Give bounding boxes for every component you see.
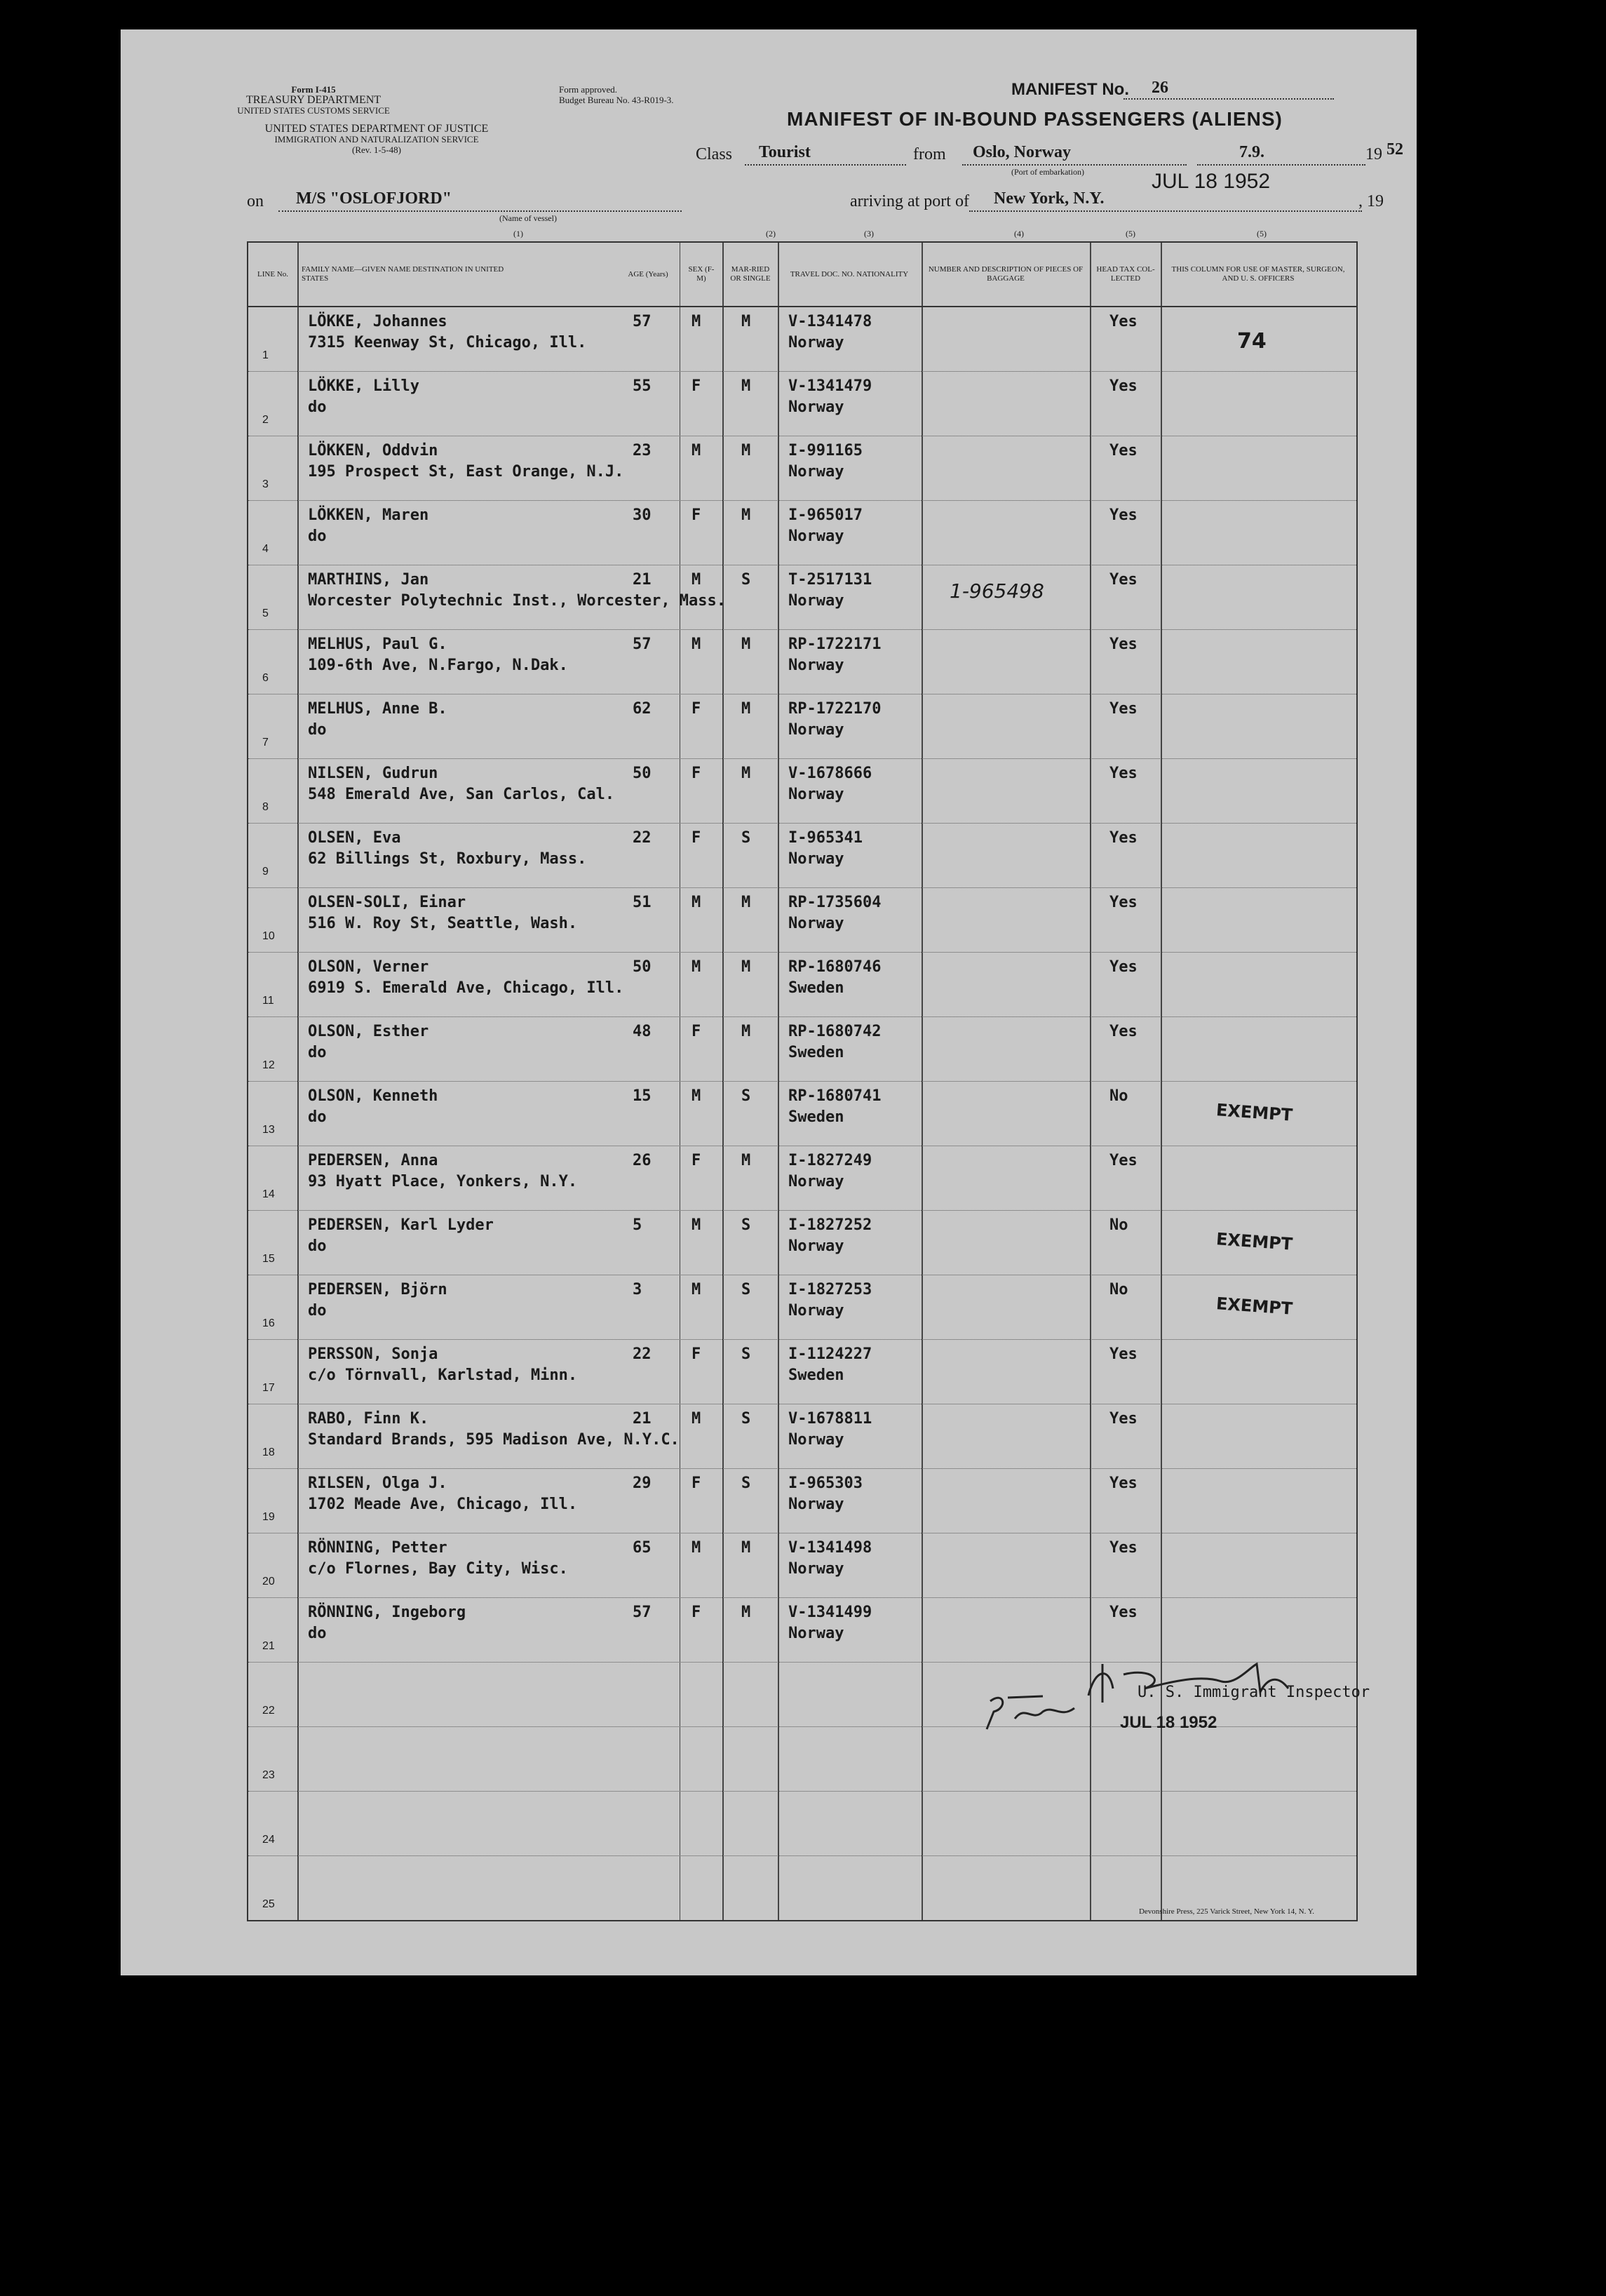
head-tax: No <box>1109 1281 1128 1298</box>
passenger-destination: do <box>308 1302 327 1320</box>
passenger-sex: M <box>691 958 701 976</box>
head-tax: Yes <box>1109 1539 1138 1557</box>
passenger-destination: 7315 Keenway St, Chicago, Ill. <box>308 334 587 351</box>
passenger-name: PEDERSEN, Karl Lyder <box>308 1216 494 1234</box>
year-prefix: 19 <box>1365 145 1382 163</box>
form-number: Form I-415 <box>291 84 336 95</box>
line-number: 16 <box>262 1317 275 1329</box>
line-number: 1 <box>262 349 269 361</box>
passenger-sex: M <box>691 1087 701 1105</box>
table-row <box>248 436 1356 502</box>
table-row <box>248 694 1356 760</box>
passenger-sex: F <box>691 1475 701 1492</box>
manifest-no-label: MANIFEST No. <box>1011 80 1129 99</box>
passenger-sex: M <box>691 1539 701 1557</box>
passenger-sex: F <box>691 1023 701 1040</box>
marital-status: S <box>741 571 751 589</box>
treasury-dept: TREASURY DEPARTMENT <box>245 94 382 106</box>
travel-doc-number: I-965017 <box>788 506 863 524</box>
head-tax: Yes <box>1109 700 1138 718</box>
passenger-name: PERSSON, Sonja <box>308 1345 438 1363</box>
passenger-age: 57 <box>633 313 652 330</box>
nationality: Norway <box>788 850 844 868</box>
form-approved: Form approved. <box>559 84 618 95</box>
head-tax: Yes <box>1109 1152 1138 1169</box>
class-line <box>745 164 906 166</box>
nationality: Sweden <box>788 1108 844 1126</box>
date-line <box>1197 164 1365 166</box>
marital-status: M <box>741 636 751 653</box>
line-number: 6 <box>262 672 269 684</box>
passenger-name: LÖKKE, Lilly <box>308 377 419 395</box>
nationality: Norway <box>788 1496 844 1513</box>
travel-doc-number: I-965303 <box>788 1475 863 1492</box>
passenger-sex: M <box>691 894 701 911</box>
header-baggage: NUMBER AND DESCRIPTION OF PIECES OF BAGGAGE <box>928 265 1084 283</box>
header-sex: SEX (F-M) <box>688 265 715 283</box>
travel-doc-number: I-991165 <box>788 442 863 459</box>
passenger-destination: do <box>308 1044 327 1061</box>
travel-doc-number: I-1827253 <box>788 1281 872 1298</box>
date-value: 7.9. <box>1239 143 1264 161</box>
head-tax: Yes <box>1109 506 1138 524</box>
passenger-sex: M <box>691 636 701 653</box>
passenger-age: 57 <box>633 1604 652 1621</box>
class-value: Tourist <box>759 143 811 161</box>
nationality: Norway <box>788 786 844 803</box>
passenger-destination: do <box>308 1108 327 1126</box>
passenger-name: RÖNNING, Petter <box>308 1539 447 1557</box>
passenger-name: LÖKKEN, Maren <box>308 506 429 524</box>
nationality: Norway <box>788 915 844 932</box>
arrival-date-stamp: JUL 18 1952 <box>1152 170 1271 193</box>
marital-status: M <box>741 958 751 976</box>
passenger-age: 48 <box>633 1023 652 1040</box>
table-row <box>248 1404 1356 1470</box>
header-officers: THIS COLUMN FOR USE OF MASTER, SURGEON, AND U. S. OFFICERS <box>1171 265 1345 283</box>
passenger-sex: M <box>691 1410 701 1428</box>
nationality: Norway <box>788 721 844 739</box>
class-label: Class <box>696 145 733 163</box>
passenger-destination: 109-6th Ave, N.Fargo, N.Dak. <box>308 657 568 674</box>
printer-footer: Devonshire Press, 225 Varick Street, New York 14, N. Y. <box>1138 1907 1314 1916</box>
marital-status: M <box>741 442 751 459</box>
passenger-destination: 1702 Meade Ave, Chicago, Ill. <box>308 1496 578 1513</box>
head-tax: Yes <box>1109 1023 1138 1040</box>
passenger-age: 29 <box>633 1475 652 1492</box>
passenger-name: MARTHINS, Jan <box>308 571 429 589</box>
passenger-destination: 62 Billings St, Roxbury, Mass. <box>308 850 587 868</box>
passenger-sex: F <box>691 1604 701 1621</box>
table-row <box>248 1792 1356 1857</box>
header-travel-doc: TRAVEL DOC. NO. NATIONALITY <box>790 269 909 278</box>
passenger-destination: 548 Emerald Ave, San Carlos, Cal. <box>308 786 615 803</box>
passenger-destination: do <box>308 721 327 739</box>
header-head-tax: HEAD TAX COL-LECTED <box>1096 265 1155 283</box>
head-tax: Yes <box>1109 1345 1138 1363</box>
head-tax: No <box>1109 1087 1128 1105</box>
travel-doc-number: V-1341479 <box>788 377 872 395</box>
marital-status: M <box>741 377 751 395</box>
col-num-5: (5) <box>1126 229 1135 239</box>
passenger-age: 21 <box>633 1410 652 1428</box>
travel-doc-number: RP-1680742 <box>788 1023 882 1040</box>
passenger-name: RABO, Finn K. <box>308 1410 429 1428</box>
table-row <box>248 888 1356 953</box>
passenger-sex: M <box>691 571 701 589</box>
passenger-age: 21 <box>633 571 652 589</box>
manifest-page <box>121 29 1417 1975</box>
table-row <box>248 1598 1356 1663</box>
passenger-destination: c/o Törnvall, Karlstad, Minn. <box>308 1367 578 1384</box>
line-number: 10 <box>262 930 275 942</box>
passenger-age: 23 <box>633 442 652 459</box>
arriving-label: arriving at port of <box>850 192 969 210</box>
nationality: Sweden <box>788 979 844 997</box>
rev-line: (Rev. 1-5-48) <box>352 145 401 155</box>
passenger-name: OLSEN, Eva <box>308 829 401 847</box>
line-number: 19 <box>262 1511 275 1523</box>
officer-note: EXEMPT <box>1215 1294 1293 1319</box>
travel-doc-number: I-965341 <box>788 829 863 847</box>
marital-status: M <box>741 765 751 782</box>
doj-block <box>240 123 513 155</box>
table-row <box>248 1340 1356 1405</box>
passenger-sex: M <box>691 1216 701 1234</box>
nationality: Norway <box>788 528 844 545</box>
nationality: Norway <box>788 592 844 610</box>
passenger-name: LÖKKE, Johannes <box>308 313 447 330</box>
marital-status: S <box>741 1216 751 1234</box>
passenger-age: 50 <box>633 765 652 782</box>
doj-line: UNITED STATES DEPARTMENT OF JUSTICE <box>264 123 489 135</box>
passenger-name: NILSEN, Gudrun <box>308 765 438 782</box>
line-number: 17 <box>262 1382 275 1394</box>
passenger-age: 65 <box>633 1539 652 1557</box>
manifest-title: MANIFEST OF IN-BOUND PASSENGERS (ALIENS) <box>787 108 1283 130</box>
travel-doc-number: RP-1735604 <box>788 894 882 911</box>
line-number: 13 <box>262 1124 275 1136</box>
passenger-destination: do <box>308 1625 327 1642</box>
on-label: on <box>247 192 264 210</box>
form-agency-block <box>212 84 415 116</box>
travel-doc-number: RP-1680746 <box>788 958 882 976</box>
passenger-name: PEDERSEN, Björn <box>308 1281 447 1298</box>
passenger-age: 50 <box>633 958 652 976</box>
table-row <box>248 501 1356 566</box>
travel-doc-number: V-1678666 <box>788 765 872 782</box>
passenger-name: OLSON, Kenneth <box>308 1087 438 1105</box>
passenger-destination: Worcester Polytechnic Inst., Worcester, Mass. <box>308 592 727 610</box>
col-num-4: (4) <box>1014 229 1024 239</box>
passenger-name: RÖNNING, Ingeborg <box>308 1604 466 1621</box>
passenger-destination: 195 Prospect St, East Orange, N.J. <box>308 463 624 481</box>
table-row <box>248 1146 1356 1211</box>
travel-doc-number: I-1124227 <box>788 1345 872 1363</box>
passenger-sex: F <box>691 377 701 395</box>
table-row <box>248 630 1356 695</box>
head-tax: Yes <box>1109 636 1138 653</box>
line-number: 24 <box>262 1834 275 1846</box>
head-tax: Yes <box>1109 958 1138 976</box>
passenger-age: 22 <box>633 829 652 847</box>
passenger-name: OLSEN-SOLI, Einar <box>308 894 466 911</box>
passenger-sex: F <box>691 765 701 782</box>
table-row <box>248 1275 1356 1341</box>
passenger-destination: 6919 S. Emerald Ave, Chicago, Ill. <box>308 979 624 997</box>
vessel-caption: (Name of vessel) <box>499 213 557 223</box>
travel-doc-number: V-1678811 <box>788 1410 872 1428</box>
marital-status: S <box>741 1281 751 1298</box>
travel-doc-number: RP-1722170 <box>788 700 882 718</box>
passenger-age: 15 <box>633 1087 652 1105</box>
head-tax: Yes <box>1109 377 1138 395</box>
passenger-name: OLSON, Verner <box>308 958 429 976</box>
travel-doc-number: V-1341499 <box>788 1604 872 1621</box>
marital-status: M <box>741 506 751 524</box>
passenger-name: RILSEN, Olga J. <box>308 1475 447 1492</box>
table-row <box>248 824 1356 889</box>
passenger-age: 3 <box>633 1281 642 1298</box>
head-tax: Yes <box>1109 1475 1138 1492</box>
head-tax: Yes <box>1109 894 1138 911</box>
travel-doc-number: I-1827249 <box>788 1152 872 1169</box>
head-tax: Yes <box>1109 1604 1138 1621</box>
travel-doc-number: T-2517131 <box>788 571 872 589</box>
col-num-5b: (5) <box>1257 229 1267 239</box>
table-row <box>248 1017 1356 1082</box>
travel-doc-number: V-1341498 <box>788 1539 872 1557</box>
line-number: 21 <box>262 1640 275 1652</box>
nationality: Sweden <box>788 1044 844 1061</box>
passenger-age: 5 <box>633 1216 642 1234</box>
line-number: 3 <box>262 478 269 490</box>
nationality: Norway <box>788 657 844 674</box>
marital-status: M <box>741 894 751 911</box>
ins-line: IMMIGRATION AND NATURALIZATION SERVICE <box>274 134 479 145</box>
passenger-sex: M <box>691 1281 701 1298</box>
passenger-name: LÖKKEN, Oddvin <box>308 442 438 459</box>
header-line-no: LINE No. <box>257 269 288 278</box>
passenger-age: 26 <box>633 1152 652 1169</box>
header-married: MAR-RIED OR SINGLE <box>730 265 771 283</box>
header-age: AGE (Years) <box>628 269 668 278</box>
vessel-value: M/S "OSLOFJORD" <box>296 189 452 208</box>
table-row <box>248 759 1356 824</box>
table-row <box>248 372 1356 437</box>
line-number: 14 <box>262 1188 275 1200</box>
manifest-no-line <box>1123 98 1334 100</box>
line-number: 15 <box>262 1253 275 1265</box>
passenger-destination: do <box>308 528 327 545</box>
from-line <box>962 164 1187 166</box>
head-tax: No <box>1109 1216 1128 1234</box>
travel-doc-number: V-1341478 <box>788 313 872 330</box>
marital-status: M <box>741 1539 751 1557</box>
nationality: Norway <box>788 1560 844 1578</box>
table-row <box>248 1533 1356 1599</box>
marital-status: S <box>741 1345 751 1363</box>
manifest-no-value: 26 <box>1152 79 1168 97</box>
marital-status: M <box>741 1152 751 1169</box>
marital-status: S <box>741 829 751 847</box>
passenger-age: 22 <box>633 1345 652 1363</box>
head-tax: Yes <box>1109 442 1138 459</box>
line-number: 22 <box>262 1705 275 1717</box>
marital-status: M <box>741 1023 751 1040</box>
table-row <box>248 565 1356 631</box>
passenger-sex: M <box>691 313 701 330</box>
nationality: Sweden <box>788 1367 844 1384</box>
table-row <box>248 953 1356 1018</box>
nationality: Norway <box>788 1173 844 1190</box>
marital-status: S <box>741 1087 751 1105</box>
passenger-destination: 516 W. Roy St, Seattle, Wash. <box>308 915 578 932</box>
passenger-age: 30 <box>633 506 652 524</box>
passenger-name: OLSON, Esther <box>308 1023 429 1040</box>
line-number: 20 <box>262 1576 275 1587</box>
officer-note: 74 <box>1237 329 1267 354</box>
marital-status: M <box>741 1604 751 1621</box>
passenger-destination: Standard Brands, 595 Madison Ave, N.Y.C. <box>308 1431 680 1449</box>
passenger-sex: F <box>691 506 701 524</box>
officer-note: EXEMPT <box>1215 1229 1293 1254</box>
head-tax: Yes <box>1109 313 1138 330</box>
table-row <box>248 1727 1356 1792</box>
head-tax: Yes <box>1109 571 1138 589</box>
line-number: 25 <box>262 1898 275 1910</box>
nationality: Norway <box>788 1237 844 1255</box>
inspector-date-stamp: JUL 18 1952 <box>1120 1713 1217 1732</box>
year2-prefix: , 19 <box>1358 192 1384 210</box>
table-row <box>248 307 1356 372</box>
customs-service: UNITED STATES CUSTOMS SERVICE <box>237 105 390 116</box>
inspector-initials <box>976 1691 1116 1733</box>
line-number: 4 <box>262 543 269 555</box>
port-caption: (Port of embarkation) <box>1011 167 1084 177</box>
marital-status: S <box>741 1475 751 1492</box>
passenger-sex: F <box>691 1152 701 1169</box>
passenger-name: PEDERSEN, Anna <box>308 1152 438 1169</box>
officer-note: EXEMPT <box>1215 1100 1293 1125</box>
nationality: Norway <box>788 398 844 416</box>
year-value: 52 <box>1386 140 1403 159</box>
passenger-age: 55 <box>633 377 652 395</box>
nationality: Norway <box>788 463 844 481</box>
col-num-3: (3) <box>864 229 874 239</box>
passenger-age: 51 <box>633 894 652 911</box>
from-label: from <box>913 145 946 163</box>
arriving-line <box>969 210 1362 212</box>
arriving-value: New York, N.Y. <box>994 189 1105 208</box>
passenger-age: 62 <box>633 700 652 718</box>
nationality: Norway <box>788 1302 844 1320</box>
passenger-destination: do <box>308 1237 327 1255</box>
marital-status: M <box>741 313 751 330</box>
travel-doc-number: I-1827252 <box>788 1216 872 1234</box>
passenger-sex: F <box>691 829 701 847</box>
officer-note: 1-965498 <box>950 579 1044 603</box>
passenger-age: 57 <box>633 636 652 653</box>
marital-status: M <box>741 700 751 718</box>
table-row <box>248 1469 1356 1534</box>
passenger-sex: F <box>691 1345 701 1363</box>
nationality: Norway <box>788 1625 844 1642</box>
passenger-sex: F <box>691 700 701 718</box>
line-number: 11 <box>262 995 274 1007</box>
passenger-destination: do <box>308 398 327 416</box>
nationality: Norway <box>788 334 844 351</box>
travel-doc-number: RP-1680741 <box>788 1087 882 1105</box>
line-number: 8 <box>262 801 269 813</box>
table-row <box>248 1211 1356 1276</box>
passenger-destination: c/o Flornes, Bay City, Wisc. <box>308 1560 568 1578</box>
col-num-2: (2) <box>766 229 776 239</box>
line-number: 7 <box>262 737 269 748</box>
passenger-destination: 93 Hyatt Place, Yonkers, N.Y. <box>308 1173 578 1190</box>
travel-doc-number: RP-1722171 <box>788 636 882 653</box>
line-number: 12 <box>262 1059 275 1071</box>
line-number: 2 <box>262 414 269 426</box>
marital-status: S <box>741 1410 751 1428</box>
passenger-name: MELHUS, Anne B. <box>308 700 447 718</box>
col-num-1: (1) <box>513 229 523 239</box>
inspector-title: U. S. Immigrant Inspector <box>1138 1684 1370 1701</box>
budget-bureau: Budget Bureau No. 43-R019-3. <box>559 95 674 105</box>
table-row <box>248 1082 1356 1147</box>
passenger-name: MELHUS, Paul G. <box>308 636 447 653</box>
head-tax: Yes <box>1109 829 1138 847</box>
line-number: 9 <box>262 866 269 878</box>
head-tax: Yes <box>1109 1410 1138 1428</box>
nationality: Norway <box>788 1431 844 1449</box>
line-number: 5 <box>262 607 269 619</box>
header-name: FAMILY NAME—GIVEN NAME DESTINATION IN UNITED STATES <box>302 265 504 283</box>
head-tax: Yes <box>1109 765 1138 782</box>
passenger-sex: M <box>691 442 701 459</box>
approval-block <box>559 84 769 105</box>
from-value: Oslo, Norway <box>973 143 1071 161</box>
vessel-line <box>278 210 682 212</box>
line-number: 23 <box>262 1769 275 1781</box>
line-number: 18 <box>262 1446 275 1458</box>
